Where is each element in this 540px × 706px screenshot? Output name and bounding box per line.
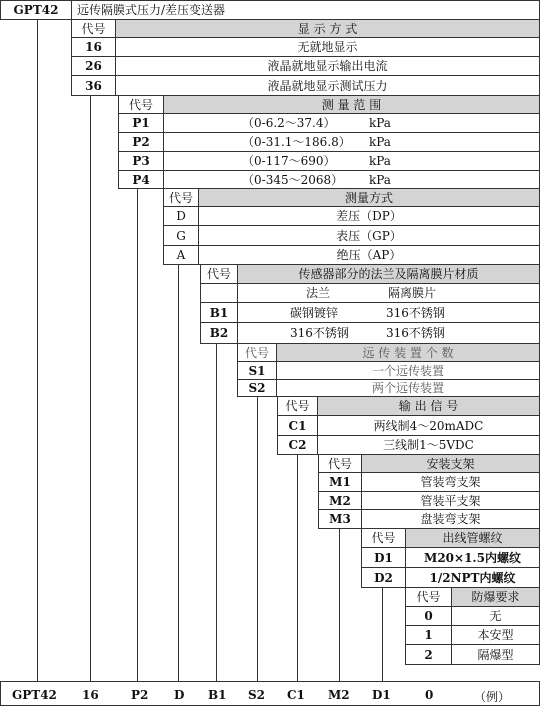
code-cell: 16 (71, 37, 116, 57)
example-note: （例） (474, 690, 511, 704)
connector-line (37, 19, 38, 682)
example-code-thread: D1 (372, 688, 391, 702)
connector-line (178, 264, 179, 682)
example-model: GPT42 (12, 688, 57, 702)
connector-line (216, 343, 217, 682)
method-header: 测量方式 (198, 188, 540, 207)
desc-cell: 表压（GP） (198, 225, 540, 246)
desc-cell: 两线制4～20mADC (317, 415, 540, 436)
desc-cell: 隔爆型 (451, 644, 540, 665)
explosion-proof-header: 防爆要求 (451, 587, 540, 607)
code-cell: M3 (318, 509, 362, 529)
code-cell: S2 (237, 379, 277, 397)
desc-cell: 一个远传装置 (276, 361, 540, 380)
desc-cell: 无 (451, 606, 540, 626)
code-cell: P1 (118, 113, 164, 133)
code-header: 代号 (200, 264, 238, 284)
code-cell: M1 (318, 472, 362, 492)
range-value: （0-117～690） (242, 154, 336, 168)
code-cell: B2 (200, 322, 238, 344)
code-cell: P3 (118, 151, 164, 171)
product-name-cell: 远传隔膜式压力/差压变送器 (71, 0, 540, 20)
code-cell: G (163, 225, 199, 246)
desc-cell: M20×1.5内螺纹 (405, 547, 540, 568)
range-cell (163, 132, 540, 152)
diaphragm-material: 316不锈钢 (386, 326, 445, 340)
desc-cell: 两个远传装置 (276, 379, 540, 397)
flange-subheader: 法兰 (306, 286, 331, 300)
code-cell: 26 (71, 56, 116, 76)
code-header: 代号 (405, 587, 452, 607)
connector-line (90, 95, 91, 682)
range-unit: kPa (369, 135, 391, 149)
model-code-cell: GPT42 (0, 0, 72, 20)
connector-line (339, 528, 340, 682)
desc-cell: 管装平支架 (361, 491, 540, 510)
material-cell (237, 302, 540, 323)
diaphragm-material: 316不锈钢 (386, 305, 445, 320)
code-header: 代号 (118, 95, 164, 114)
material-header: 传感器部分的法兰及隔离膜片材质 (237, 264, 540, 284)
example-code-display: 16 (82, 688, 99, 702)
desc-cell: 盘装弯支架 (361, 509, 540, 529)
code-header: 代号 (71, 19, 116, 38)
code-cell: P2 (118, 132, 164, 152)
range-unit: kPa (369, 116, 391, 130)
range-value: （0-6.2～37.4） (242, 116, 336, 130)
desc-cell: 绝压（AP） (198, 245, 540, 265)
desc-cell: 无就地显示 (115, 37, 540, 57)
output-signal-header: 输 出 信 号 (317, 396, 540, 416)
code-cell: D1 (361, 547, 406, 568)
code-cell: 0 (405, 606, 452, 626)
range-unit: kPa (369, 172, 391, 187)
connector-line (297, 454, 298, 682)
connector-line (382, 587, 383, 682)
code-header: 代号 (361, 528, 406, 548)
range-unit: kPa (369, 154, 391, 168)
range-value: （0-31.1～186.8） (242, 135, 351, 149)
code-header: 代号 (318, 454, 362, 473)
example-code-explosion: 0 (425, 688, 434, 702)
desc-cell: 液晶就地显示输出电流 (115, 56, 540, 76)
code-cell: P4 (118, 170, 164, 189)
code-header: 代号 (163, 188, 199, 207)
remote-seal-header: 远 传 装 置 个 数 (276, 343, 540, 362)
thread-header: 出线管螺纹 (405, 528, 540, 548)
desc-cell: 差压（DP） (198, 206, 540, 226)
example-code-remote-seal: S2 (248, 688, 266, 702)
example-code-material: B1 (208, 688, 227, 702)
connector-line (257, 396, 258, 682)
code-cell: A (163, 245, 199, 265)
code-cell: 1 (405, 625, 452, 645)
code-header: 代号 (237, 343, 277, 362)
connector-line (137, 188, 138, 682)
flange-material: 碳钢镀锌 (290, 305, 339, 320)
code-cell: C2 (277, 435, 318, 455)
code-header: 代号 (277, 396, 318, 416)
desc-cell: 液晶就地显示测试压力 (115, 75, 540, 96)
code-cell: 36 (71, 75, 116, 96)
material-subheader (237, 283, 540, 303)
code-cell: D2 (361, 567, 406, 588)
example-row (0, 681, 540, 706)
flange-material: 316不锈钢 (290, 326, 349, 340)
code-cell: D (163, 206, 199, 226)
material-subheader-blank (200, 283, 238, 303)
range-header: 测 量 范 围 (163, 95, 540, 114)
code-cell: S1 (237, 361, 277, 380)
example-code-method: D (174, 688, 185, 702)
desc-cell: 本安型 (451, 625, 540, 645)
code-cell: M2 (318, 491, 362, 510)
desc-cell: 1/2NPT内螺纹 (405, 567, 540, 588)
display-mode-header: 显 示 方 式 (115, 19, 540, 38)
desc-cell: 三线制1～5VDC (317, 435, 540, 455)
code-cell: B1 (200, 302, 238, 323)
range-cell (163, 170, 540, 189)
example-code-bracket: M2 (328, 688, 350, 702)
code-cell: C1 (277, 415, 318, 436)
bracket-header: 安装支架 (361, 454, 540, 473)
example-code-range: P2 (131, 688, 149, 702)
material-cell (237, 322, 540, 344)
diaphragm-subheader: 隔离膜片 (388, 286, 437, 300)
range-value: （0-345～2068） (242, 172, 344, 187)
example-code-output: C1 (287, 688, 305, 702)
code-cell: 2 (405, 644, 452, 665)
range-cell (163, 113, 540, 133)
range-cell (163, 151, 540, 171)
desc-cell: 管装弯支架 (361, 472, 540, 492)
